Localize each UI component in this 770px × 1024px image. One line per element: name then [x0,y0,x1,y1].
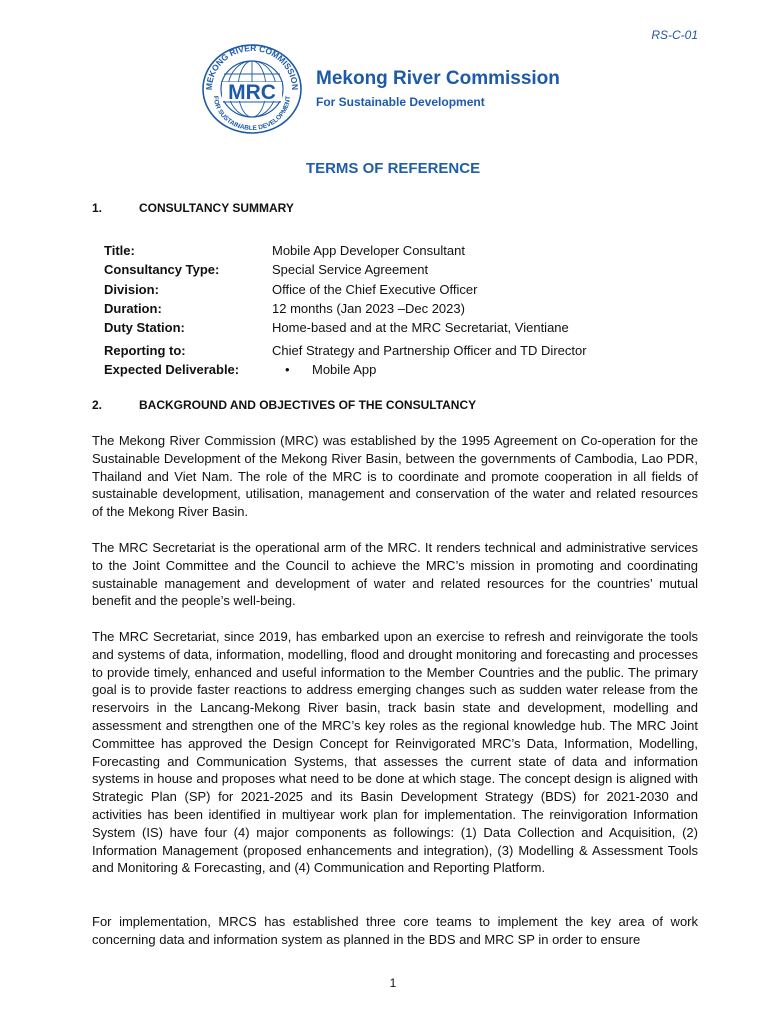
summary-label: Division: [104,282,159,297]
section-1-number: 1. [92,201,103,215]
summary-value: Special Service Agreement [272,262,429,277]
mrc-logo [200,44,620,134]
org-tagline: For Sustainable Development [316,95,485,109]
section-2-title: BACKGROUND AND OBJECTIVES OF THE CONSULTANCY [139,398,477,412]
summary-row-duration [104,301,684,319]
summary-row-duty-station [104,320,684,338]
section-1-heading [92,201,294,215]
summary-row-expected-deliverable [104,362,684,380]
summary-label: Reporting to: [104,343,186,358]
summary-value: Home-based and at the MRC Secretariat, Vientiane [272,320,569,335]
summary-label: Title: [104,243,135,258]
summary-value: Office of the Chief Executive Officer [272,282,478,297]
summary-value: 12 months (Jan 2023 –Dec 2023) [272,301,465,316]
summary-value: Chief Strategy and Partnership Officer and TD Director [272,343,587,358]
summary-label: Duration: [104,301,162,316]
section-1-title: CONSULTANCY SUMMARY [139,201,294,215]
summary-label: Consultancy Type: [104,262,220,277]
document-code: RS-C-01 [651,28,698,42]
paragraph: For implementation, MRCS has established three core teams to implement the key area of work concerning data and information system as planned in the BDS and MRC SP in order to ensure [92,914,698,947]
page-number: 1 [389,976,397,990]
bullet-icon: • [285,362,290,377]
paragraph: The MRC Secretariat is the operational arm of the MRC. It renders technical and administrative services to the Joint Committee and the Council to achieve the MRC’s mission in promoting and coordinating sustainable management and development of water and related resources for the countries’ mutual benefit and the people’s well-being. [92,540,698,609]
summary-label: Expected Deliverable: [104,362,240,377]
seal-ring-bottom: FOR SUSTAINABLE DEVELOPMENT [211,95,293,133]
paragraph: The Mekong River Commission (MRC) was established by the 1995 Agreement on Co-operation for the Sustainable Development of the Mekong River Basin, between the governments of Cambodia, Lao PDR, Thailand and Viet Nam. The role of the MRC is to coordinate and promote cooperation in all fields of sustainable development, utilisation, management and conservation of the water and related resources of the Mekong River Basin. [92,433,698,520]
document-title: TERMS OF REFERENCE [305,160,481,177]
section-2-number: 2. [92,398,103,412]
summary-row-division [104,282,684,300]
paragraph: The MRC Secretariat, since 2019, has embarked upon an exercise to refresh and reinvigorate the tools and systems of data, information, modelling, flood and drought monitoring and forecasting and processes to provide timely, enhanced and useful information to the Member Countries and the public. The primary goal is to provide faster reactions to address emerging changes such as sudden water release from the reservoirs in the Lancang-Mekong River basin, track basin state and development, modelling and assessment and strengthen one of the MRC’s key roles as the regional knowledge hub. The MRC Joint Committee has approved the Design Concept for Reinvigorated MRC’s Data, Information, Modelling, Forecasting and Communication Systems, that assesses the current state of data and information systems in house and proposes what need to be done at which stage. The concept design is aligned with Strategic Plan (SP) for 2021-2025 and its Basin Development Strategy (BDS) for 2021-2030 and activities has been identified in multiyear work plan for implementation. The reinvigoration Information System (IS) have four (4) major components as followings: (1) Data Collection and Acquisition, (2) Information Management (proposed enhancements and integration), (3) Modelling & Assessment Tools and Monitoring & Forecasting, and (4) Communication and Reporting Platform. [92,629,698,876]
section-2-heading [92,398,476,412]
seal-initials: MRC [228,81,276,104]
org-name: Mekong River Commission [316,68,560,89]
summary-value: Mobile App [312,362,377,377]
summary-label: Duty Station: [104,320,185,335]
summary-row-consultancy-type [104,262,684,280]
summary-value: Mobile App Developer Consultant [272,243,465,258]
summary-row-title [104,243,684,261]
seal-ring-top: MEKONG RIVER COMMISSION [203,44,301,91]
mrc-seal-icon [200,44,304,134]
summary-row-reporting-to [104,343,684,361]
